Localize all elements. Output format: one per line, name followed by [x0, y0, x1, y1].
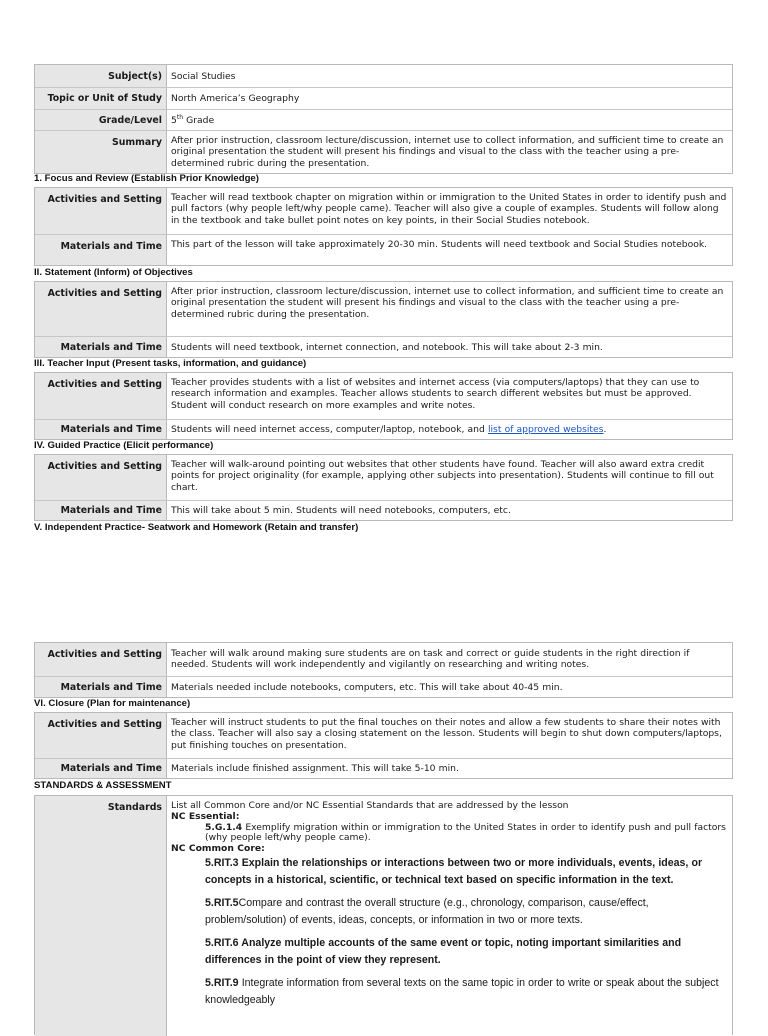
focus-materials-label: Materials and Time — [35, 235, 167, 265]
independent-materials-label: Materials and Time — [35, 677, 167, 697]
approved-websites-link[interactable]: list of approved websites — [487, 424, 604, 435]
focus-activities-row — [35, 188, 732, 235]
guided-activities-label: Activities and Setting — [35, 455, 167, 500]
focus-activities-value: Teacher will read textbook chapter on migration within or immigration to the United States in order to identify push and pull factors (why people left/why people came). Teacher will also give a couple of examples. Students will follow along in the textbook and take bullet point notes on key points, in their Social Studies notebook. — [171, 192, 727, 226]
nc-common-core-label: NC Common Core: — [171, 843, 265, 855]
independent-activities-label: Activities and Setting — [35, 643, 167, 676]
nc-essential-label: NC Essential: — [171, 810, 240, 822]
independent-activities-value: Teacher will walk around making sure students are on task and correct or guide students in the right direction if needed. Students will work independently and vigilantly on researching and writing notes. — [171, 648, 690, 671]
common-core-standard — [171, 975, 728, 1009]
cc-text: Analyze multiple accounts of the same event or topic, noting important similarities and differences in the point of view they represent. — [205, 936, 682, 966]
lesson-info-table — [34, 64, 733, 174]
nc-essential-standard — [171, 823, 728, 845]
input-activities-label: Activities and Setting — [35, 373, 167, 419]
grade-suffix-sup: th — [176, 113, 184, 121]
guided-materials-row — [35, 501, 732, 520]
summary-label: Summary — [35, 131, 167, 173]
guided-activities-value: Teacher will walk-around pointing out websites that other students have found. Teacher will also award extra credit points for project originality (for example, applying other subjects into presentation). Students will continue to fill out chart. — [171, 459, 714, 493]
section-independent-practice: V. Independent Practice- Seatwork and Homework (Retain and transfer) — [34, 522, 359, 533]
closure-materials-row — [35, 759, 732, 778]
subject-label: Subject(s) — [35, 65, 167, 87]
independent-activities-row — [35, 643, 732, 677]
section-guided-practice: IV. Guided Practice (Elicit performance) — [34, 440, 214, 451]
guided-activities-row — [35, 455, 732, 501]
closure-activities-row — [35, 713, 732, 759]
objectives-materials-row — [35, 337, 732, 357]
common-core-standard — [171, 935, 728, 969]
cc-text: Explain the relationships or interactions between two or more individuals, events, ideas, or concepts in a historical, scientific, or technical text based on specific information in the text. — [205, 856, 703, 886]
grade-number: 5 — [171, 115, 177, 126]
independent-materials-value: Materials needed include notebooks, computers, etc. This will take about 40-45 min. — [171, 682, 563, 693]
cc-code: 5.RIT.5 — [205, 896, 239, 909]
closure-activities-value: Teacher will instruct students to put the final touches on their notes and allow a few students to share their notes with the class. Teacher will also say a closing statement on the lesson. Students will begin to shut down computers/laptops, put finishing touches on presentation. — [171, 717, 722, 751]
grade-value — [167, 110, 732, 130]
independent-table — [34, 642, 733, 698]
input-materials-text: Students will need internet access, computer/laptop, notebook, and — [171, 424, 488, 435]
input-table — [34, 372, 733, 440]
section-standards-assessment: STANDARDS & ASSESSMENT — [34, 780, 172, 791]
summary-row — [35, 131, 732, 173]
focus-activities-label: Activities and Setting — [35, 188, 167, 234]
standards-table — [34, 795, 733, 1035]
input-activities-value: Teacher provides students with a list of websites and internet access (via computers/laptops) that they can use to research information and examples. Teacher allows students to search different websites but must be approved. Student will conduct research on more examples and write notes. — [171, 377, 700, 411]
standards-intro: List all Common Core and/or NC Essential Standards that are addressed by the lesson — [171, 800, 569, 811]
summary-value: After prior instruction, classroom lecture/discussion, internet use to collect information, and sufficient time to create an original presentation the student will present his findings and visual to the class with the teacher using a pre-determined rubric during the presentation. — [171, 135, 724, 169]
objectives-table — [34, 281, 733, 358]
standards-label: Standards — [35, 796, 167, 1036]
section-teacher-input: III. Teacher Input (Present tasks, information, and guidance) — [34, 358, 307, 369]
cc-text: Integrate information from several texts on the same topic in order to write or speak about the subject knowledgeably — [205, 976, 719, 1006]
cc-code: 5.RIT.6 — [205, 936, 239, 949]
objectives-activities-label: Activities and Setting — [35, 282, 167, 336]
nc-essential-code: 5.G.1.4 — [205, 821, 243, 833]
nc-essential-text: Exemplify migration within or immigration to the United States in order to identify push and pull factors (why people left/why people came). — [205, 821, 726, 844]
section-focus-review: 1. Focus and Review (Establish Prior Knowledge) — [34, 173, 259, 184]
section-objectives: II. Statement (Inform) of Objectives — [34, 267, 193, 278]
objectives-materials-label: Materials and Time — [35, 337, 167, 357]
closure-materials-label: Materials and Time — [35, 759, 167, 778]
subject-row — [35, 65, 732, 88]
input-materials-value — [167, 420, 732, 439]
grade-row — [35, 110, 732, 131]
guided-materials-value: This will take about 5 min. Students will need notebooks, computers, etc. — [171, 505, 511, 516]
guided-materials-label: Materials and Time — [35, 501, 167, 520]
closure-materials-value: Materials include finished assignment. This will take 5-10 min. — [171, 763, 459, 774]
focus-materials-value: This part of the lesson will take approximately 20-30 min. Students will need textbook and Social Studies notebook. — [171, 239, 708, 250]
grade-word: Grade — [183, 115, 215, 126]
cc-code: 5.RIT.9 — [205, 976, 239, 989]
closure-activities-label: Activities and Setting — [35, 713, 167, 758]
focus-table — [34, 187, 733, 266]
common-core-standard — [171, 855, 728, 889]
subject-value: Social Studies — [171, 71, 236, 82]
topic-row — [35, 88, 732, 110]
focus-materials-row — [35, 235, 732, 265]
section-closure: VI. Closure (Plan for maintenance) — [34, 698, 191, 709]
objectives-activities-value: After prior instruction, classroom lecture/discussion, internet use to collect information, and sufficient time to create an original presentation the student will present his findings and visual to the class with the teacher using a pre-determined rubric during the presentation. — [171, 286, 724, 320]
input-materials-end: . — [603, 424, 607, 435]
common-core-standard — [171, 895, 728, 929]
cc-text: Compare and contrast the overall structure (e.g., chronology, comparison, cause/effect, problem/solution) of events, ideas, concepts, or information in two or more texts. — [205, 896, 649, 926]
input-materials-row — [35, 420, 732, 439]
objectives-activities-row — [35, 282, 732, 337]
guided-table — [34, 454, 733, 521]
standards-row — [35, 796, 732, 1036]
input-activities-row — [35, 373, 732, 420]
independent-materials-row — [35, 677, 732, 697]
grade-label: Grade/Level — [35, 110, 167, 130]
objectives-materials-value: Students will need textbook, internet connection, and notebook. This will take about 2-3 min. — [171, 342, 603, 353]
input-materials-label: Materials and Time — [35, 420, 167, 439]
topic-value: North America’s Geography — [171, 93, 300, 104]
topic-label: Topic or Unit of Study — [35, 88, 167, 109]
cc-code: 5.RIT.3 — [205, 856, 239, 869]
standards-value — [167, 796, 732, 1036]
closure-table — [34, 712, 733, 779]
